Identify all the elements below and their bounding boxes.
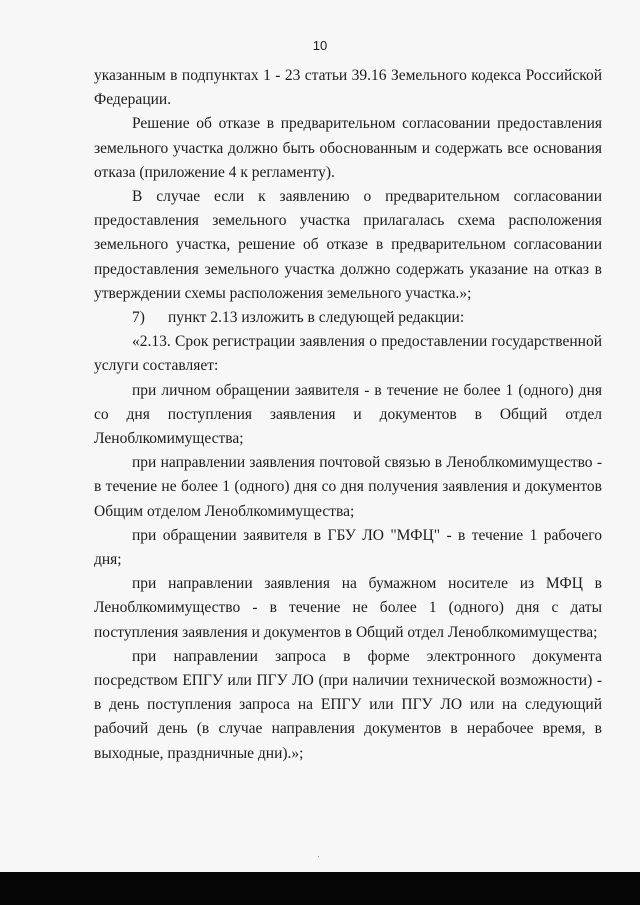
paragraph-continuation: указанным в подпунктах 1 - 23 статьи 39.16 Земельного кодекса Российской Федерации.: [94, 67, 602, 109]
document-body: [94, 64, 602, 766]
scan-border-bottom: [0, 872, 640, 905]
paragraph-refusal-basis: Решение об отказе в предварительном согласовании предоставления земельного участка должно быть обоснованным и содержать все основания отказа (приложение 4 к регламенту).: [94, 115, 602, 181]
list-item-text: пункт 2.13 изложить в следующей редакции:: [168, 309, 465, 327]
paragraph-personal-visit: при личном обращении заявителя - в течение не более 1 (одного) дня со дня поступления заявления и документов в Общий отдел Леноблкомимущества;: [94, 381, 602, 448]
list-item-7: [94, 306, 602, 330]
paragraph-postal: при направлении заявления почтовой связью в Леноблкомимущество - в течение не более 1 (одного) дня со дня получения заявления и документов Общим отделом Леноблкомимущества;: [94, 454, 602, 520]
page-number: 10: [312, 38, 328, 53]
paragraph-scheme-refusal: В случае если к заявлению о предварительном согласовании предоставления земельного участка прилагалась схема расположения земельного участка, решение об отказе в предварительном согласовании предоставления земельного участка должно содержать указание на отказ в утверждении схемы расположения земельного участка.»;: [94, 188, 602, 302]
paragraph-mfc-visit: при обращении заявителя в ГБУ ЛО "МФЦ" - в течение 1 рабочего дня;: [94, 526, 602, 569]
scan-speck: [318, 856, 319, 857]
paragraph-section-2-13: «2.13. Срок регистрации заявления о предоставлении государственной услуги составляет:: [94, 333, 602, 375]
list-item-number: 7): [132, 309, 145, 327]
paragraph-electronic: при направлении запроса в форме электронного документа посредством ЕПГУ или ПГУ ЛО (при наличии технической возможности) - в день поступления запроса на ЕПГУ или ПГУ ЛО или на следующий рабочий день (в случае направления документов в нерабочее время, в выходные, праздничные дни).»;: [94, 647, 602, 762]
paragraph-mfc-paper: при направлении заявления на бумажном носителе из МФЦ в Леноблкомимущество - в течение не более 1 (одного) дня с даты поступления заявления и документов в Общий отдел Леноблкомимущества;: [94, 575, 602, 641]
